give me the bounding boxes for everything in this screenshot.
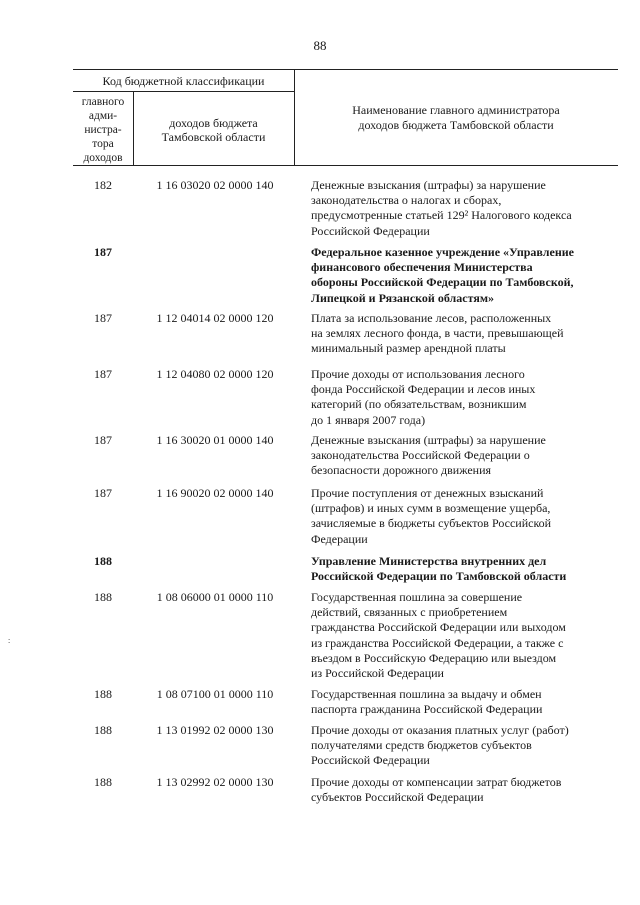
row-name-line: обороны Российской Федерации по Тамбовской, — [311, 275, 574, 290]
row-name-line: действий, связанных с приобретением — [311, 605, 508, 620]
header-col-admin — [73, 95, 133, 165]
row-name-line: Федерации — [311, 531, 368, 546]
row-name — [311, 723, 621, 769]
header-group-title: Код бюджетной классификации — [102, 74, 265, 88]
row-name-line: из гражданства Российской Федерации, а также с — [311, 635, 564, 650]
row-kbk-code: 1 16 90020 02 0000 140 — [156, 486, 274, 500]
row-name-line: Российской Федерации по Тамбовской области — [311, 569, 567, 584]
row-name-line: из Российской Федерации — [311, 666, 444, 681]
row-name-line: на землях лесного фонда, в части, превышающей — [311, 326, 564, 341]
row-name — [311, 178, 621, 239]
row-name — [311, 311, 621, 357]
row-name — [311, 775, 621, 805]
row-admin-code: 188 — [94, 775, 112, 789]
header-bottom-rule — [73, 165, 618, 166]
row-name-line: Липецкой и Рязанской областям» — [311, 290, 494, 305]
row-name-line: Денежные взыскания (штрафы) за нарушение — [311, 433, 546, 447]
row-name-line: Прочие поступления от денежных взысканий — [311, 486, 544, 500]
row-kbk-code: 1 13 01992 02 0000 130 — [156, 723, 274, 737]
row-name-line: безопасности дорожного движения — [311, 463, 492, 478]
header-mid-rule — [73, 91, 294, 92]
row-name-line: законодательства о налогах и сборах, — [311, 193, 502, 208]
header-col-admin-line: главного — [81, 96, 125, 108]
header-col-income — [133, 116, 294, 144]
row-kbk-code: 1 16 03020 02 0000 140 — [156, 178, 274, 192]
row-name-line: Управление Министерства внутренних дел — [311, 554, 547, 568]
header-top-rule — [73, 69, 618, 70]
row-name — [311, 590, 621, 681]
header-col-name-line: доходов бюджета Тамбовской области — [358, 118, 554, 132]
header-col-income-line: Тамбовской области — [161, 130, 266, 144]
row-name — [311, 486, 621, 547]
row-name-line: Плата за использование лесов, расположенных — [311, 311, 552, 325]
page-number: 88 — [313, 38, 327, 53]
row-name-line: получателями средств бюджетов субъектов — [311, 738, 532, 753]
row-name-line: паспорта гражданина Российской Федерации — [311, 702, 543, 717]
row-name-line: категорий (по обязательствам, возникшим — [311, 397, 527, 412]
row-name-line: предусмотренные статьей 129² Налогового кодекса — [311, 208, 572, 223]
row-kbk-code: 1 08 06000 01 0000 110 — [156, 590, 274, 604]
row-name-line: Федеральное казенное учреждение «Управление — [311, 245, 574, 259]
row-admin-code: 187 — [94, 311, 112, 325]
row-kbk-code: 1 12 04014 02 0000 120 — [156, 311, 274, 325]
row-kbk-code: 1 08 07100 01 0000 110 — [156, 687, 274, 701]
header-col-admin-line: тора — [92, 138, 114, 150]
row-name-line: (штрафов) и иных сумм в возмещение ущерба, — [311, 501, 551, 516]
row-name-line: въездом в Российскую Федерацию или выездом — [311, 650, 557, 665]
row-name-line: Прочие доходы от оказания платных услуг (работ) — [311, 723, 569, 737]
header-col-name-line: Наименование главного администратора — [352, 103, 560, 117]
header-col-admin-line: доходов — [83, 152, 123, 164]
row-kbk-code: 1 16 30020 01 0000 140 — [156, 433, 274, 447]
scan-margin-mark: : — [8, 636, 11, 645]
row-name-line: Российской Федерации — [311, 223, 430, 238]
row-name-line: законодательства Российской Федерации о — [311, 448, 530, 463]
row-admin-code: 188 — [94, 723, 112, 737]
row-name — [311, 245, 621, 306]
row-name — [311, 687, 621, 717]
row-admin-code: 188 — [94, 590, 112, 604]
row-admin-code: 187 — [94, 367, 112, 381]
header-col-admin-line: нистра- — [84, 124, 122, 136]
header-col-name — [294, 103, 618, 133]
header-col-admin-line: адми- — [88, 110, 118, 122]
row-name-line: Прочие доходы от компенсации затрат бюджетов — [311, 775, 562, 789]
row-admin-code: 187 — [94, 486, 112, 500]
row-admin-code: 188 — [94, 554, 112, 568]
row-name-line: Прочие доходы от использования лесного — [311, 367, 525, 381]
row-name-line: минимальный размер арендной платы — [311, 341, 506, 356]
row-name-line: Денежные взыскания (штрафы) за нарушение — [311, 178, 546, 192]
row-name-line: Государственная пошлина за совершение — [311, 590, 523, 604]
row-name-line: Российской Федерации — [311, 753, 430, 768]
row-name — [311, 554, 621, 584]
row-name-line: финансового обеспечения Министерства — [311, 260, 533, 275]
row-admin-code: 187 — [94, 433, 112, 447]
row-name-line: Государственная пошлина за выдачу и обмен — [311, 687, 542, 701]
row-name-line: до 1 января 2007 года) — [311, 412, 426, 427]
row-admin-code: 182 — [94, 178, 112, 192]
row-admin-code: 187 — [94, 245, 112, 259]
row-admin-code: 188 — [94, 687, 112, 701]
row-name-line: зачисляемые в бюджеты субъектов Российской — [311, 516, 552, 531]
row-name — [311, 367, 621, 428]
row-kbk-code: 1 13 02992 02 0000 130 — [156, 775, 274, 789]
row-name — [311, 433, 621, 479]
row-name-line: гражданства Российской Федерации или выходом — [311, 620, 566, 635]
row-name-line: фонда Российской Федерации и лесов иных — [311, 382, 536, 397]
row-name-line: субъектов Российской Федерации — [311, 790, 484, 805]
row-kbk-code: 1 12 04080 02 0000 120 — [156, 367, 274, 381]
header-col-income-line: доходов бюджета — [169, 116, 258, 130]
